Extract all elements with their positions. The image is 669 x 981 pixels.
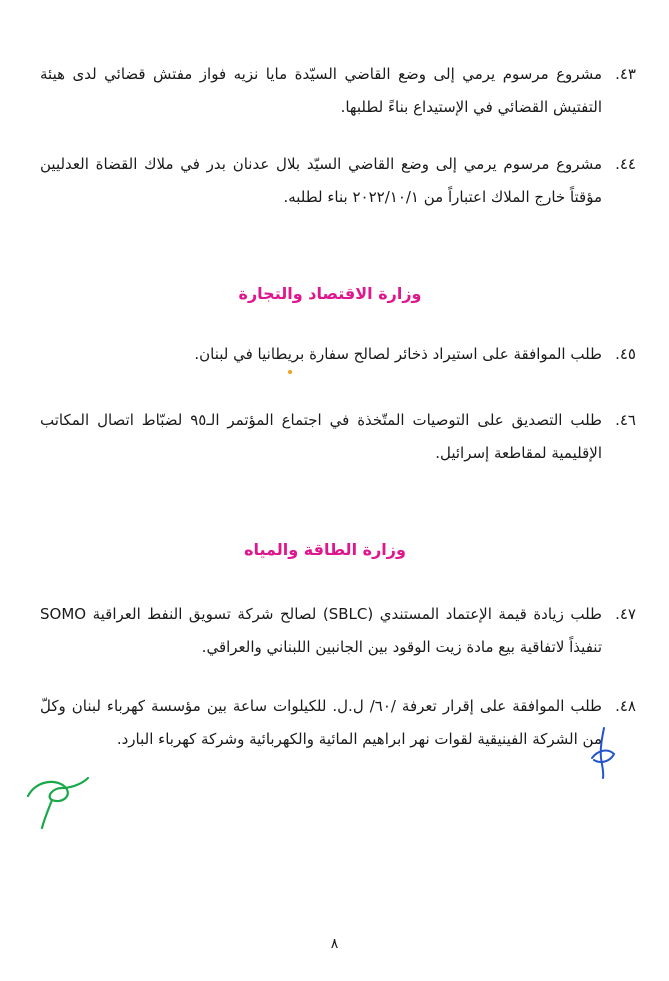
handwritten-initial-green xyxy=(22,768,94,834)
item-number: ٤٣. xyxy=(615,65,636,83)
agenda-item-45 xyxy=(40,338,636,371)
section-heading-energy: وزارة الطاقة والمياه xyxy=(244,540,406,559)
item-text: طلب زيادة قيمة الإعتماد المستندي (SBLC) لصالح شركة تسويق النفط العراقية SOMO تنفيذاً لاتفاقية بيع مادة زيت الوقود بين الجانبين اللبناني والعراقي. xyxy=(40,605,602,656)
agenda-item-47 xyxy=(40,598,636,664)
page-number: ٨ xyxy=(330,936,339,952)
agenda-item-46 xyxy=(40,404,636,470)
section-heading-economy: وزارة الاقتصاد والتجارة xyxy=(238,284,422,303)
agenda-item-48 xyxy=(40,690,636,756)
agenda-item-44 xyxy=(40,148,636,214)
item-number: ٤٧. xyxy=(615,605,636,623)
item-text: مشروع مرسوم يرمي إلى وضع القاضي السيّد بلال عدنان بدر في ملاك القضاة العدليين مؤقتاً خارج الملاك اعتباراً من ٢٠٢٢/١٠/١ بناء لطلبه. xyxy=(40,155,602,206)
item-number: ٤٨. xyxy=(615,697,636,715)
item-text: طلب الموافقة على إقرار تعرفة /٦٠/ ل.ل. للكيلوات ساعة بين مؤسسة كهرباء لبنان وكلّ من الشركة الفينيقية لقوات نهر ابراهيم المائية والكهربائية وشركة كهرباء البارد. xyxy=(40,697,602,748)
item-text: مشروع مرسوم يرمي إلى وضع القاضي السيّدة مايا نزيه فواز مفتش قضائي لدى هيئة التفتيش القضائي في الإستيداع بناءً لطلبها. xyxy=(40,65,602,116)
item-number: ٤٥. xyxy=(615,345,636,363)
item-number: ٤٤. xyxy=(615,155,636,173)
ink-dot xyxy=(288,370,292,374)
item-text: طلب التصديق على التوصيات المتّخذة في اجتماع المؤتمر الـ٩٥ لضبّاط اتصال المكاتب الإقليمية لمقاطعة إسرائيل. xyxy=(40,411,602,462)
item-number: ٤٦. xyxy=(615,411,636,429)
handwritten-initial-blue xyxy=(588,724,618,780)
item-text: طلب الموافقة على استيراد ذخائر لصالح سفارة بريطانيا في لبنان. xyxy=(194,345,602,363)
agenda-item-43 xyxy=(40,58,636,124)
